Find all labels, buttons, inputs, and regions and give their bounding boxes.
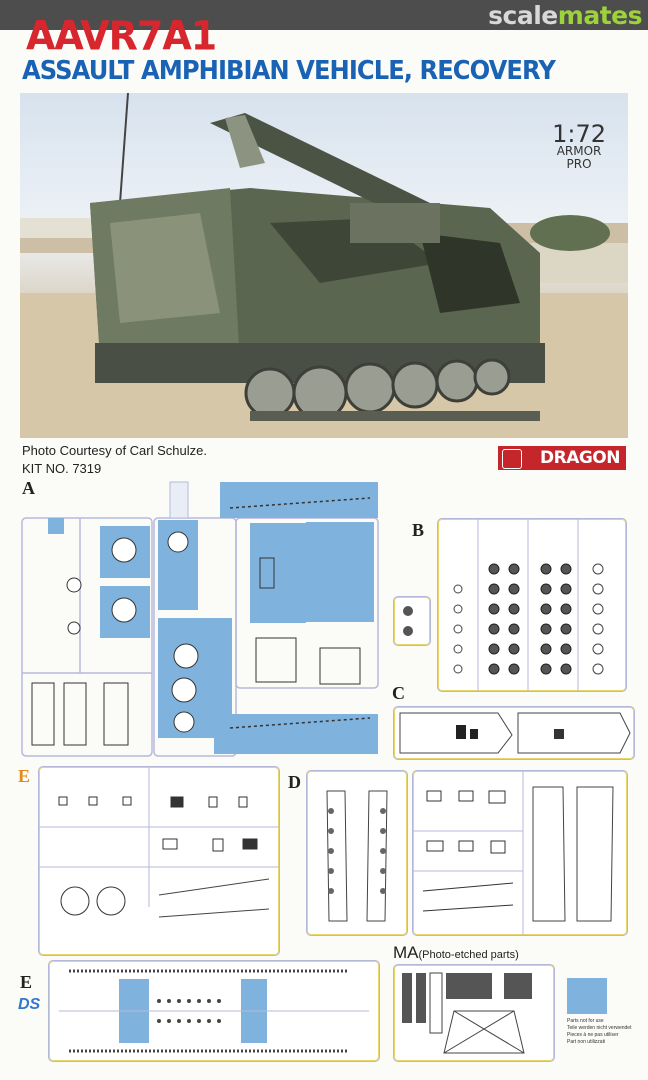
sprue-d-left (306, 770, 408, 936)
sprue-e-drawing (39, 767, 279, 955)
logo-part-2: mates (557, 1, 642, 30)
sprue-d-right-drawing (413, 771, 627, 935)
sprue-d-left-drawing (307, 771, 407, 935)
sprue-e-bottom-label: E (20, 972, 33, 992)
sprue-e-label: E (18, 766, 31, 786)
ma-fret-drawing (394, 965, 554, 1061)
vehicle-photo-illustration (20, 93, 628, 438)
caution-line-3: Pieces à ne pas utiliser (567, 1032, 619, 1038)
sprue-e-tracks (48, 960, 380, 1062)
caution-line-4: Part non utilizzati (567, 1039, 606, 1045)
sprue-c-label: C (392, 683, 405, 703)
sprue-b-runner-drawing (394, 597, 430, 645)
kit-number: KIT NO. 7319 (22, 461, 102, 476)
sprue-c (393, 706, 635, 760)
credit-block (22, 442, 207, 478)
unused-parts-legend-swatch (567, 978, 607, 1014)
sprue-e-tracks-drawing (49, 961, 379, 1061)
dragon-logo (498, 446, 626, 470)
sprue-b-runner-part (393, 596, 431, 646)
sprue-b-drawing (438, 519, 626, 691)
pro-text: PRO (566, 157, 592, 171)
sprue-c-drawing (394, 707, 634, 759)
vehicle-photo (20, 93, 628, 438)
sprue-a-drawing (20, 478, 382, 758)
kit-subtitle: ASSAULT AMPHIBIAN VEHICLE, RECOVERY (22, 56, 555, 86)
unused-parts-legend (567, 1018, 637, 1046)
scalemates-logo[interactable] (488, 1, 642, 30)
logo-part-1: scale (488, 1, 558, 30)
sprue-b (437, 518, 627, 692)
sprue-e (38, 766, 280, 956)
ma-label-text: MA (393, 943, 419, 962)
dragon-name: DRAGON (540, 448, 620, 468)
ma-note: (Photo-etched parts) (418, 949, 519, 961)
photo-credit: Photo Courtesy of Carl Schulze. (22, 443, 207, 458)
sprue-b-label: B (412, 520, 425, 540)
sprue-d-label: D (288, 772, 301, 792)
scale-badge (552, 120, 606, 171)
dragon-emblem-icon (502, 449, 522, 469)
scale-text: 1:72 (552, 120, 606, 148)
ma-fret (393, 964, 555, 1062)
caution-line-2: Teile werden nicht verwendet (567, 1025, 632, 1031)
sprue-a-label: A (22, 478, 35, 498)
caution-line-1: Parts not for use (567, 1018, 604, 1024)
sprue-d-right (412, 770, 628, 936)
ma-label (393, 943, 519, 963)
sprue-a (20, 478, 382, 758)
ds-logo: DS (18, 996, 41, 1013)
kit-title: AAVR7A1 (26, 12, 217, 60)
armor-text: ARMOR (556, 144, 602, 158)
